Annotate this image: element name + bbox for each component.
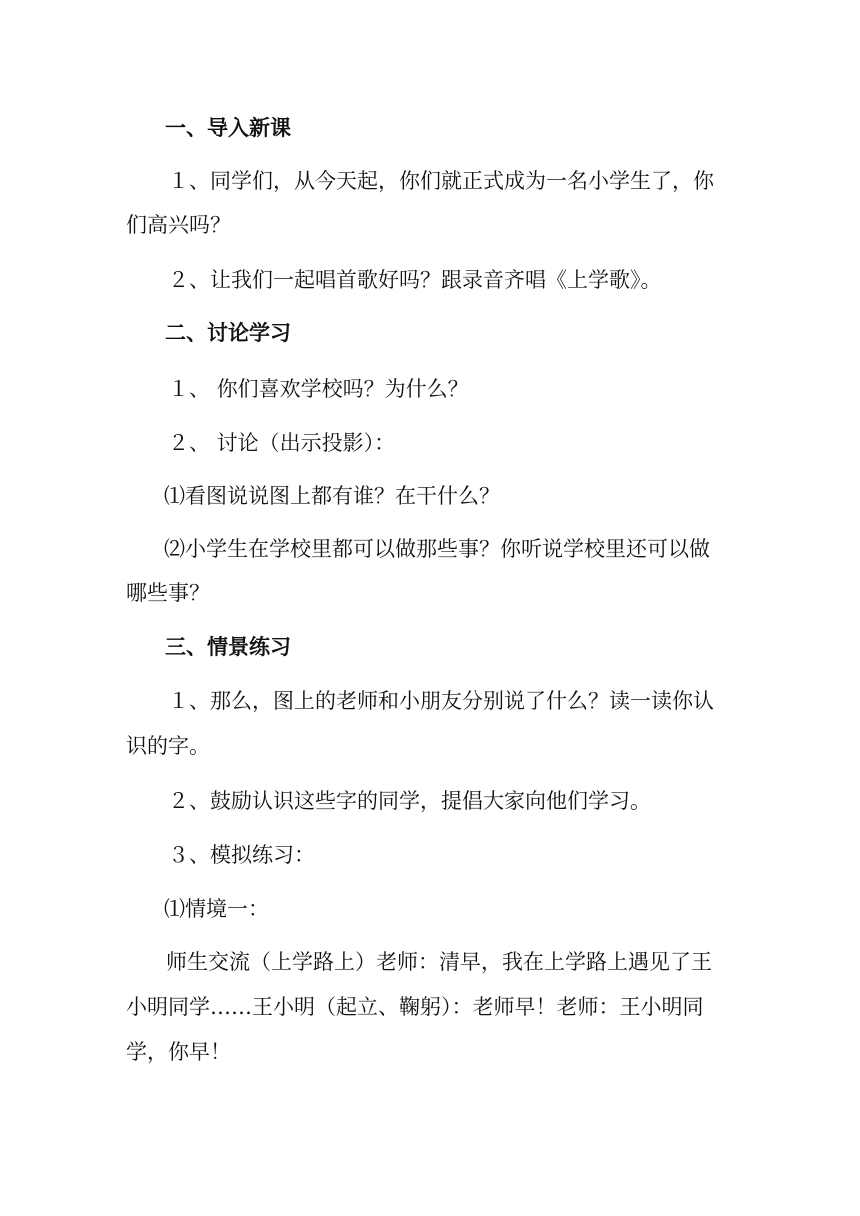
paragraph-line: １、那么，图上的老师和小朋友分别说了什么？读一读你认 xyxy=(168,689,714,713)
paragraph-line: ２、 讨论（出示投影）： xyxy=(168,431,396,455)
paragraph-line: １、 你们喜欢学校吗？为什么？ xyxy=(168,377,469,401)
paragraph-line: 哪些事？ xyxy=(126,581,210,605)
paragraph-line: １、同学们，从今天起，你们就正式成为一名小学生了，你 xyxy=(168,169,714,193)
section-heading: 三、情景练习 xyxy=(165,635,291,659)
paragraph-line: 识的字。 xyxy=(126,734,210,758)
paragraph-line: ⑵小学生在学校里都可以做那些事？你听说学校里还可以做 xyxy=(164,537,710,561)
paragraph-line: ２、让我们一起唱首歌好吗？跟录音齐唱《上学歌》。 xyxy=(168,268,662,292)
paragraph-line: 师生交流（上学路上）老师：清早，我在上学路上遇见了王 xyxy=(166,950,712,974)
paragraph-line: 学，你早！ xyxy=(126,1040,231,1064)
section-heading: 二、讨论学习 xyxy=(165,321,291,345)
paragraph-line: ３、模拟练习： xyxy=(168,843,315,867)
paragraph-line: 们高兴吗？ xyxy=(126,213,231,237)
paragraph-line: 小明同学……王小明（起立、鞠躬）：老师早！老师：王小明同 xyxy=(126,995,704,1019)
paragraph-line: ⑴情境一： xyxy=(164,897,269,921)
section-heading: 一、导入新课 xyxy=(165,116,291,140)
paragraph-line: ２、鼓励认识这些字的同学，提倡大家向他们学习。 xyxy=(168,789,651,813)
paragraph-line: ⑴看图说说图上都有谁？在干什么？ xyxy=(164,484,500,508)
